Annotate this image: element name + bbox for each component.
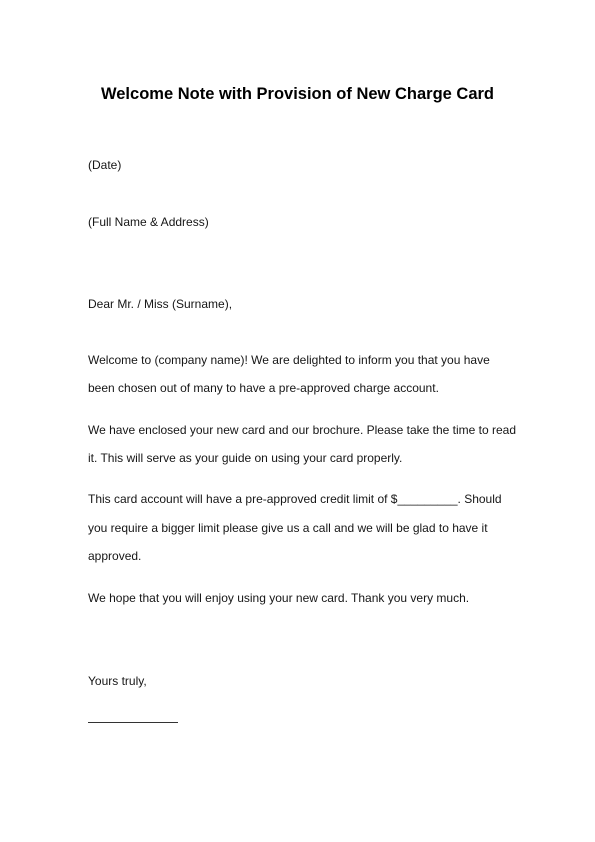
date-placeholder: (Date) bbox=[88, 158, 122, 172]
paragraph-line: approved. bbox=[88, 549, 142, 563]
paragraph-line: been chosen out of many to have a pre-approved charge account. bbox=[88, 381, 439, 395]
closing: Yours truly, bbox=[88, 674, 147, 688]
document-title: Welcome Note with Provision of New Charge Card bbox=[100, 85, 494, 103]
salutation: Dear Mr. / Miss (Surname), bbox=[88, 297, 233, 311]
paragraph-line: We hope that you will enjoy using your new card. Thank you very much. bbox=[88, 591, 470, 605]
paragraph-line: it. This will serve as your guide on using your card properly. bbox=[88, 451, 403, 465]
paragraph-line: We have enclosed your new card and our brochure. Please take the time to read bbox=[88, 423, 517, 437]
address-placeholder: (Full Name & Address) bbox=[88, 215, 209, 229]
paragraph-line: Welcome to (company name)! We are delighted to inform you that you have bbox=[88, 353, 490, 367]
paragraph-line: you require a bigger limit please give us a call and we will be glad to have it bbox=[88, 521, 488, 535]
paragraph-line: This card account will have a pre-approved credit limit of $_________. Should bbox=[88, 492, 502, 506]
signature-line bbox=[88, 722, 178, 723]
